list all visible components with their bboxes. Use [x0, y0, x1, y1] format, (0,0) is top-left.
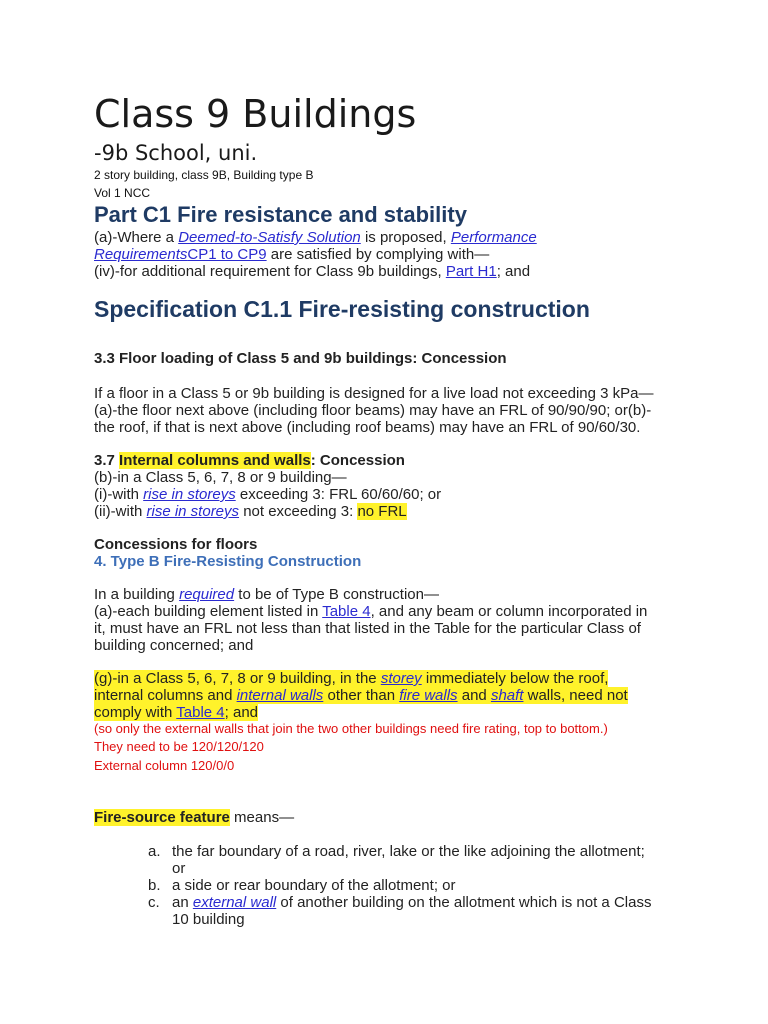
text: is proposed,: [360, 229, 451, 246]
heading-concessions: Concessions for floors: [94, 536, 258, 553]
link-fire-walls[interactable]: fire walls: [399, 687, 458, 704]
list-text: or: [172, 860, 186, 877]
link-table-4[interactable]: Table 4: [322, 603, 371, 620]
text: (a)-each building element listed in: [94, 603, 323, 620]
text: (b)-: [94, 469, 118, 486]
list-text: the far boundary of a road, river, lake or the like adjoining the allotment;: [172, 843, 645, 860]
note-building-type: 2 story building, class 9B, Building type B: [94, 168, 314, 182]
link-shaft[interactable]: shaft: [490, 687, 524, 704]
text: (ii)-with: [94, 503, 147, 520]
highlight: Internal columns and walls: [119, 452, 311, 469]
text: (iv)-for additional requirement for Class 9b buildings,: [94, 263, 446, 280]
red-note-1: (so only the external walls that join the two other buildings need fire rating, top to bottom.): [94, 721, 608, 736]
red-note-3: External column 120/0/0: [94, 758, 235, 773]
text: ; and: [224, 704, 259, 721]
part-c1-line-1: [94, 229, 537, 246]
link-rise-in-storeys[interactable]: rise in storeys: [143, 486, 236, 503]
list-marker: c.: [148, 894, 160, 911]
sec-4-g-line-3: [94, 704, 258, 721]
note-volume: Vol 1 NCC: [94, 186, 151, 200]
link-required[interactable]: required: [179, 586, 235, 603]
link-deemed-to-satisfy[interactable]: Deemed-to-Satisfy Solution: [178, 229, 361, 246]
heading-type-b: 4. Type B Fire-Resisting Construction: [94, 553, 362, 570]
text: to be of Type B construction—: [234, 586, 439, 603]
text: comply with: [94, 704, 177, 721]
sec-4-g-line-1: [94, 670, 608, 687]
sec-3-7-line-b: [94, 469, 347, 486]
sec-4-line-4: building concerned; and: [94, 637, 254, 654]
para-3-3-line-2: (a)-the floor next above (including floor beams) may have an FRL of 90/90/90; or(b)-: [94, 402, 652, 419]
text: of another building on the allotment which is not a Class: [276, 894, 652, 911]
sec-4-g-line-2: [94, 687, 628, 704]
text: internal columns and: [94, 687, 237, 704]
link-requirements[interactable]: Requirements: [94, 246, 188, 263]
list-marker: b.: [148, 877, 161, 894]
text: are satisfied by complying with—: [266, 246, 490, 263]
highlight-term: Fire-source feature: [94, 809, 230, 826]
link-part-h1[interactable]: Part H1: [445, 263, 497, 280]
sec-4-line-1: [94, 586, 439, 603]
text: walls, need not: [523, 687, 628, 704]
sec-4-line-2: [94, 603, 647, 620]
page-title: Class 9 Buildings: [94, 92, 417, 136]
text: an: [172, 894, 193, 911]
list-text: a side or rear boundary of the allotment; or: [172, 877, 456, 894]
link-storey[interactable]: storey: [380, 670, 422, 687]
part-c1-line-2: [94, 246, 489, 263]
link-performance[interactable]: Performance: [450, 229, 537, 246]
sec-3-7-line-i: [94, 486, 441, 503]
part-c1-line-3: [94, 263, 530, 280]
text: exceeding 3: FRL 60/60/60; or: [235, 486, 442, 503]
text: In a building: [94, 586, 180, 603]
link-rise-in-storeys-2[interactable]: rise in storeys: [146, 503, 240, 520]
text: (i)-with: [94, 486, 144, 503]
link-cp1-cp9[interactable]: CP1 to CP9: [187, 246, 267, 263]
text: : Concession: [310, 452, 405, 469]
list-text: 10 building: [172, 911, 245, 928]
page-subtitle: -9b School, uni.: [94, 141, 258, 165]
text: 3.7: [94, 452, 120, 469]
link-external-wall[interactable]: external wall: [192, 894, 277, 911]
text: means—: [229, 809, 295, 826]
sec-4-line-3: it, must have an FRL not less than that listed in the Table for the particular Class of: [94, 620, 641, 637]
heading-part-c1: Part C1 Fire resistance and stability: [94, 202, 467, 227]
text: and: [457, 687, 491, 704]
para-3-3-line-1: If a floor in a Class 5 or 9b building is designed for a live load not exceeding 3 kPa—: [94, 385, 654, 402]
link-table-4-2[interactable]: Table 4: [176, 704, 225, 721]
text: ; and: [496, 263, 531, 280]
heading-3-3: 3.3 Floor loading of Class 5 and 9b buildings: Concession: [94, 350, 507, 367]
fire-source-definition: [94, 809, 294, 826]
sec-3-7-line-ii: [94, 503, 407, 520]
text: immediately below the roof,: [421, 670, 609, 687]
text: in a Class 5, 6, 7, 8 or 9 building—: [117, 469, 347, 486]
list-marker: a.: [148, 843, 161, 860]
text: other than: [323, 687, 400, 704]
text: (a)-Where a: [94, 229, 179, 246]
link-internal-walls[interactable]: internal walls: [236, 687, 324, 704]
highlight: no FRL: [357, 503, 407, 520]
text: (g)-in a Class 5, 6, 7, 8 or 9 building, in the: [94, 670, 381, 687]
red-note-2: They need to be 120/120/120: [94, 739, 264, 754]
heading-3-7: [94, 452, 405, 469]
text: not exceeding 3:: [239, 503, 358, 520]
text: , and any beam or column incorporated in: [370, 603, 648, 620]
para-3-3-line-3: the roof, if that is next above (including roof beams) may have an FRL of 90/60/30.: [94, 419, 641, 436]
list-text: [172, 894, 651, 911]
heading-spec-c1-1: Specification C1.1 Fire-resisting construction: [94, 296, 590, 322]
